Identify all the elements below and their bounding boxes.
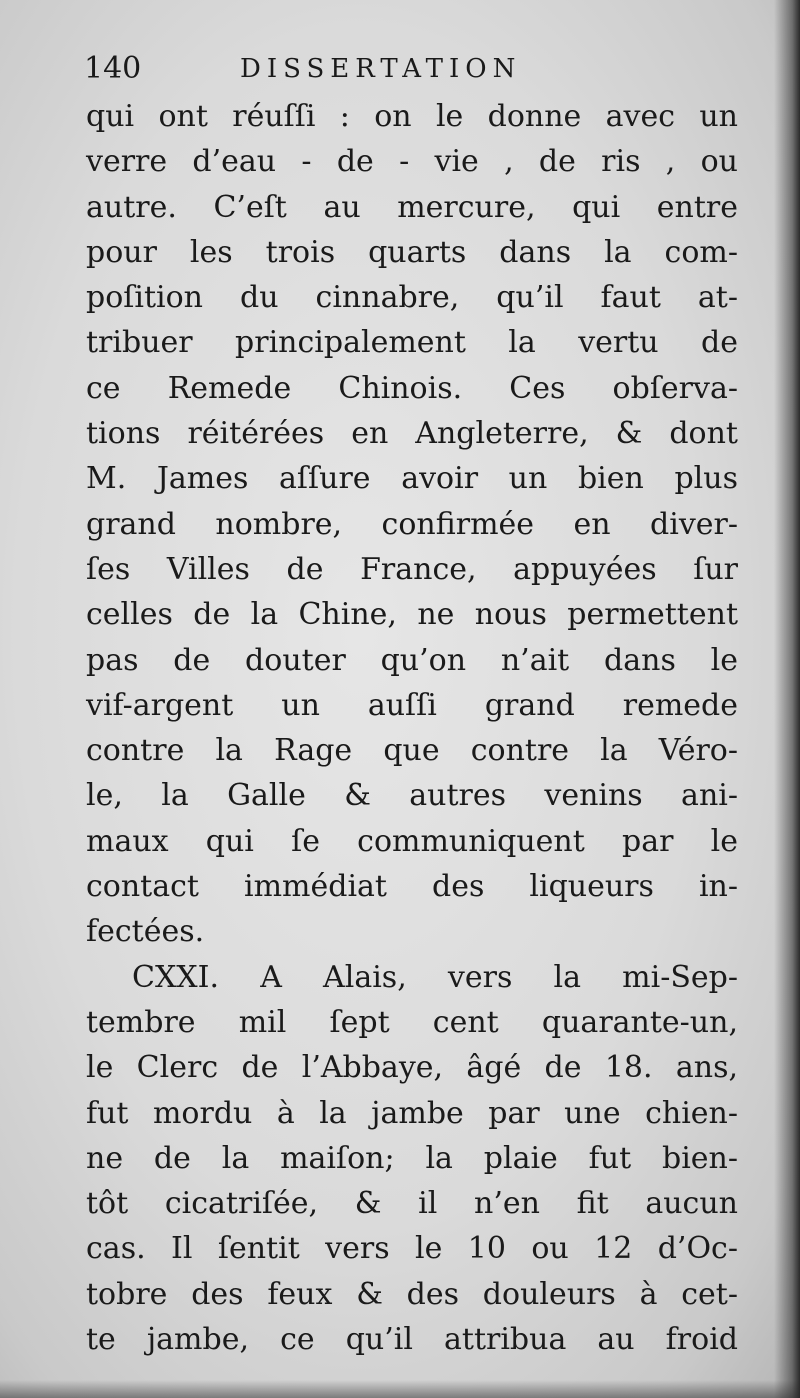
text-line: ſes Villes de France, appuyées ſur (86, 551, 738, 587)
text-line: tions réitérées en Angleterre, & dont (86, 416, 738, 452)
page-header (84, 44, 744, 94)
text-line: ne de la maiſon; la plaie fut bien- (86, 1140, 738, 1176)
text-line: maux qui ſe communiquent par le (86, 823, 738, 859)
text-line: poſition du cinnabre, qu’il faut at- (86, 280, 738, 316)
text-line: verre d’eau - de - vie , de ris , ou (86, 144, 738, 180)
text-line: M. James aſſure avoir un bien plus (86, 461, 738, 497)
text-line: le, la Galle & autres venins ani- (86, 778, 738, 814)
page-number: 140 (84, 51, 142, 86)
text-line: tembre mil ſept cent quarante-un, (86, 1004, 738, 1040)
text-line: contre la Rage que contre la Véro- (86, 733, 738, 769)
paragraph-first-line: CXXI. A Alais, vers la mi-Sep- (132, 959, 738, 995)
page-edge-shadow (774, 0, 800, 1398)
page-bottom-shadow (0, 1380, 800, 1398)
text-line: cas. Il ſentit vers le 10 ou 12 d’Oc- (86, 1231, 738, 1267)
text-line: fut mordu à la jambe par une chien- (86, 1095, 738, 1131)
body-text (86, 94, 738, 1362)
text-line: vif-argent un auſſi grand remede (86, 687, 738, 723)
text-line: tobre des feux & des douleurs à cet- (86, 1276, 738, 1312)
text-line: pas de douter qu’on n’ait dans le (86, 642, 738, 678)
text-line: autre. C’eſt au mercure, qui entre (86, 189, 738, 225)
paragraph-last-line: fectées. (86, 914, 205, 950)
text-line: qui ont réuſſi : on le donne avec un (86, 99, 738, 134)
text-line: grand nombre, confirmée en diver- (86, 506, 738, 542)
text-line: pour les trois quarts dans la com- (86, 234, 738, 270)
text-line: te jambe, ce qu’il attribua au froid (86, 1322, 738, 1358)
text-line: le Clerc de l’Abbaye, âgé de 18. ans, (86, 1050, 738, 1086)
text-line: tribuer principalement la vertu de (86, 325, 738, 361)
text-line: ce Remede Chinois. Ces obſerva- (86, 370, 738, 406)
running-title: DISSERTATION (240, 54, 522, 84)
text-line: celles de la Chine, ne nous permettent (86, 597, 738, 633)
text-line: contact immédiat des liqueurs in- (86, 869, 738, 905)
text-line: tôt cicatriſée, & il n’en fit aucun (86, 1186, 738, 1222)
